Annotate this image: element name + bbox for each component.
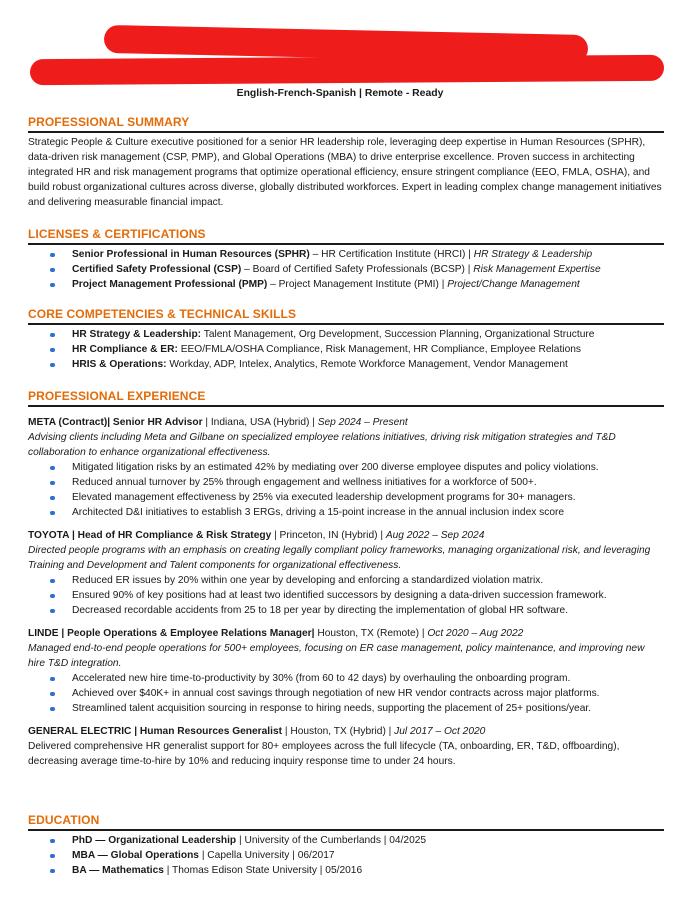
job-location: | Indiana, USA (Hybrid) | [202,417,318,428]
list-item [28,848,664,863]
job-company-role: LINDE | People Operations & Employee Relations Manager| [28,628,315,639]
job-dates: Sep 2024 – Present [317,417,408,428]
job-company-role: GENERAL ELECTRIC | Human Resources Generalist [28,726,283,737]
skill-text: Talent Management, Org Development, Succession Planning, Organizational Structure [201,329,595,340]
job-entry-toyota [28,528,664,618]
list-item: Reduced annual turnover by 25% through engagement and wellness initiatives for a workforce of 500+. [28,475,664,490]
license-focus: HR Strategy & Leadership [473,249,593,260]
list-item: Architected D&I initiatives to establish 3 ERGs, driving a 15-point increase in the annual inclusion index score [28,505,664,520]
education-list [28,833,664,878]
degree: MBA — Global Operations [72,850,199,861]
skill-label: HR Compliance & ER: [72,344,178,355]
section-title-education: EDUCATION [28,812,664,831]
license-issuer: – Board of Certified Safety Professionals (BCSP) | [241,264,474,275]
list-item [28,277,664,292]
list-item [28,357,664,372]
section-education [28,812,664,878]
list-item [28,833,664,848]
list-item [28,327,664,342]
job-location: Houston, TX (Remote) | [314,628,428,639]
job-bullets [28,573,664,618]
job-description: Managed end-to-end people operations for 500+ employees, focusing on ER case management, policy maintenance, and improving new hire T&D integration. [28,643,645,669]
job-entry-linde [28,626,664,716]
job-entry-ge [28,724,664,769]
school: | Capella University | 06/2017 [198,850,335,861]
job-header [28,415,664,430]
tagline: English-French-Spanish | Remote - Ready [236,88,444,99]
license-issuer: – HR Certification Institute (HRCI) | [309,249,474,260]
list-item: Mitigated litigation risks by an estimated 42% by mediating over 200 diverse employee disputes and policy violations. [28,460,664,475]
job-header [28,724,664,739]
section-title-skills: CORE COMPETENCIES & TECHNICAL SKILLS [28,306,664,325]
list-item: Ensured 90% of key positions had at least two identified successors by designing a data-driven succession framework. [28,588,664,603]
job-company-role: TOYOTA | Head of HR Compliance & Risk Strategy [28,530,272,541]
license-focus: Project/Change Management [447,279,580,290]
skill-label: HR Strategy & Leadership: [72,329,202,340]
skill-text: EEO/FMLA/OSHA Compliance, Risk Management, HR Compliance, Employee Relations [177,344,581,355]
list-item [28,863,664,878]
job-entry-meta [28,415,664,520]
list-item: Streamlined talent acquisition sourcing in response to hiring needs, supporting the placement of 25+ positions/year. [28,701,664,716]
section-title-licenses: LICENSES & CERTIFICATIONS [28,226,664,245]
license-name: Project Management Professional (PMP) [72,279,268,290]
license-name: Senior Professional in Human Resources (SPHR) [72,249,310,260]
job-header [28,528,664,543]
license-focus: Risk Management Expertise [473,264,601,275]
degree: BA — Mathematics [72,865,164,876]
section-licenses [28,226,664,292]
job-dates: Oct 2020 – Aug 2022 [427,628,524,639]
degree: PhD — Organizational Leadership [72,835,237,846]
list-item [28,262,664,277]
section-summary [28,114,664,210]
license-issuer: – Project Management Institute (PMI) | [267,279,448,290]
list-item: Reduced ER issues by 20% within one year by developing and enforcing a standardized violation matrix. [28,573,664,588]
school: | Thomas Edison State University | 05/2016 [163,865,363,876]
skills-list [28,327,664,372]
job-description: Advising clients including Meta and Gilbane on specialized employee relations initiatives, driving risk mitigation strategies and T&D collaboration to enhance organizational effectiveness. [28,432,616,458]
job-company-role: META (Contract)| Senior HR Advisor [28,417,203,428]
section-experience [28,388,664,769]
job-dates: Jul 2017 – Oct 2020 [394,726,486,737]
school: | University of the Cumberlands | 04/2025 [236,835,427,846]
section-title-summary: PROFESSIONAL SUMMARY [28,114,664,133]
license-list [28,247,664,292]
list-item [28,247,664,262]
list-item: Accelerated new hire time-to-productivity by 30% (from 60 to 42 days) by overhauling the onboarding program. [28,671,664,686]
list-item: Decreased recordable accidents from 25 to 18 per year by directing the implementation of global HR software. [28,603,664,618]
section-skills [28,306,664,372]
job-location: | Houston, TX (Hybrid) | [282,726,395,737]
job-dates: Aug 2022 – Sep 2024 [385,530,485,541]
section-title-experience: PROFESSIONAL EXPERIENCE [28,388,664,407]
skill-label: HRIS & Operations: [72,359,167,370]
summary-text: Strategic People & Culture executive positioned for a senior HR leadership role, leveraging deep expertise in Human Resources (SPHR), data-driven risk management (CSP, PMP), and Global Operations (MBA) to drive enterprise excellence. Proven success in architecting integrated HR and risk management programs that optimize operational efficiency, ensure stringent compliance (EEO, FMLA, OSHA), and build robust organizational cultures across diverse, globally distributed workforces. Expert in leading complex change management initiatives and delivering measurable financial impact. [28,137,662,208]
skill-text: Workday, ADP, Intelex, Analytics, Remote Workforce Management, Vendor Management [166,359,568,370]
job-bullets [28,460,664,520]
job-location: | Princeton, IN (Hybrid) | [271,530,386,541]
list-item [28,342,664,357]
license-name: Certified Safety Professional (CSP) [72,264,242,275]
redaction-mark-contact [30,55,664,85]
job-bullets [28,671,664,716]
list-item: Achieved over $40K+ in annual cost savings through negotiation of new HR vendor contracts across major platforms. [28,686,664,701]
list-item: Elevated management effectiveness by 25% via executed leadership development programs for 30+ managers. [28,490,664,505]
job-summary: Delivered comprehensive HR generalist support for 80+ employees across the full lifecycle (TA, onboarding, ER, T&D, offboarding), decreasing average time-to-hire by 10% and reducing inquiry response time to under 24 hours. [28,741,620,767]
job-header [28,626,664,641]
job-description: Directed people programs with an emphasis on creating legally compliant policy frameworks, managing organizational risk, and leveraging Training and Development and Talent components for organizational effectiveness. [28,545,651,571]
